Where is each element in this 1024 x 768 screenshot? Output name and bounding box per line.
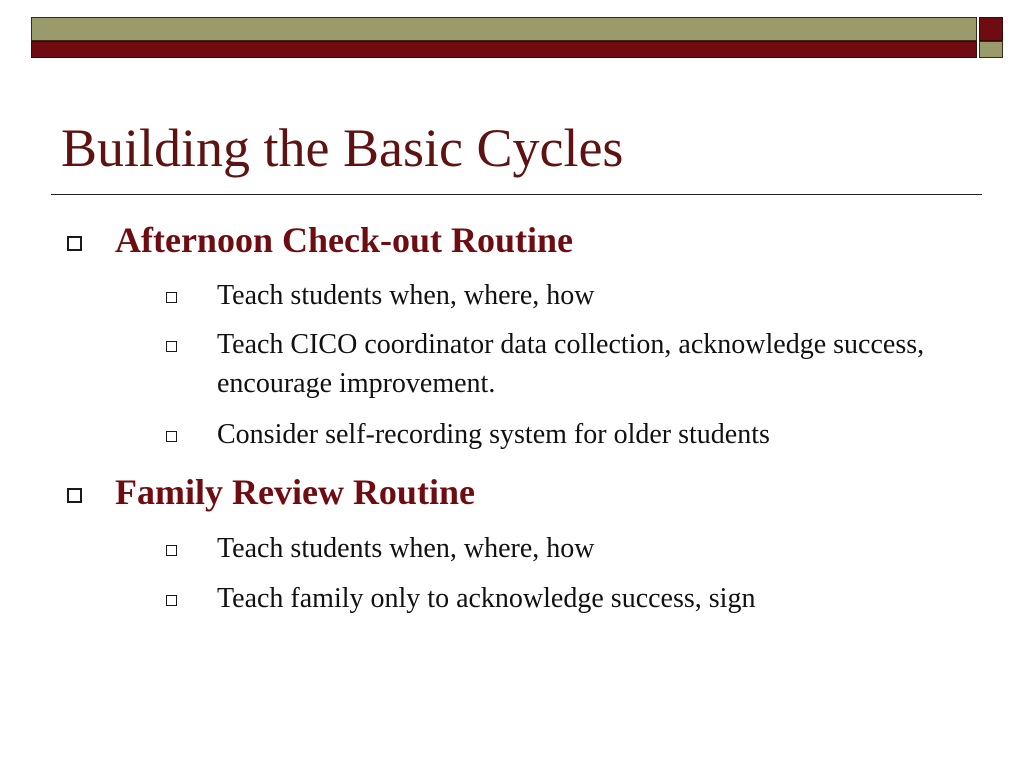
- section-heading-checkout: Afternoon Check-out Routine: [115, 220, 573, 260]
- bullet-square-icon: [67, 488, 82, 503]
- sub-bullet-square-icon: [166, 292, 177, 303]
- list-item: Teach students when, where, how: [217, 280, 595, 311]
- list-item: Teach family only to acknowledge success, sign: [217, 583, 756, 614]
- list-item: Teach students when, where, how: [217, 533, 595, 564]
- sub-bullet-square-icon: [166, 431, 177, 442]
- sub-bullet-square-icon: [166, 595, 177, 606]
- list-item: Consider self-recording system for older students: [217, 419, 770, 450]
- list-item: Teach CICO coordinator data collection, acknowledge success, encourage improvement.: [217, 329, 925, 399]
- section-heading-family: Family Review Routine: [115, 472, 475, 512]
- sub-bullet-square-icon: [166, 545, 177, 556]
- sub-bullet-square-icon: [166, 341, 177, 352]
- slide-title: Building the Basic Cycles: [61, 118, 624, 178]
- bullet-square-icon: [67, 236, 82, 251]
